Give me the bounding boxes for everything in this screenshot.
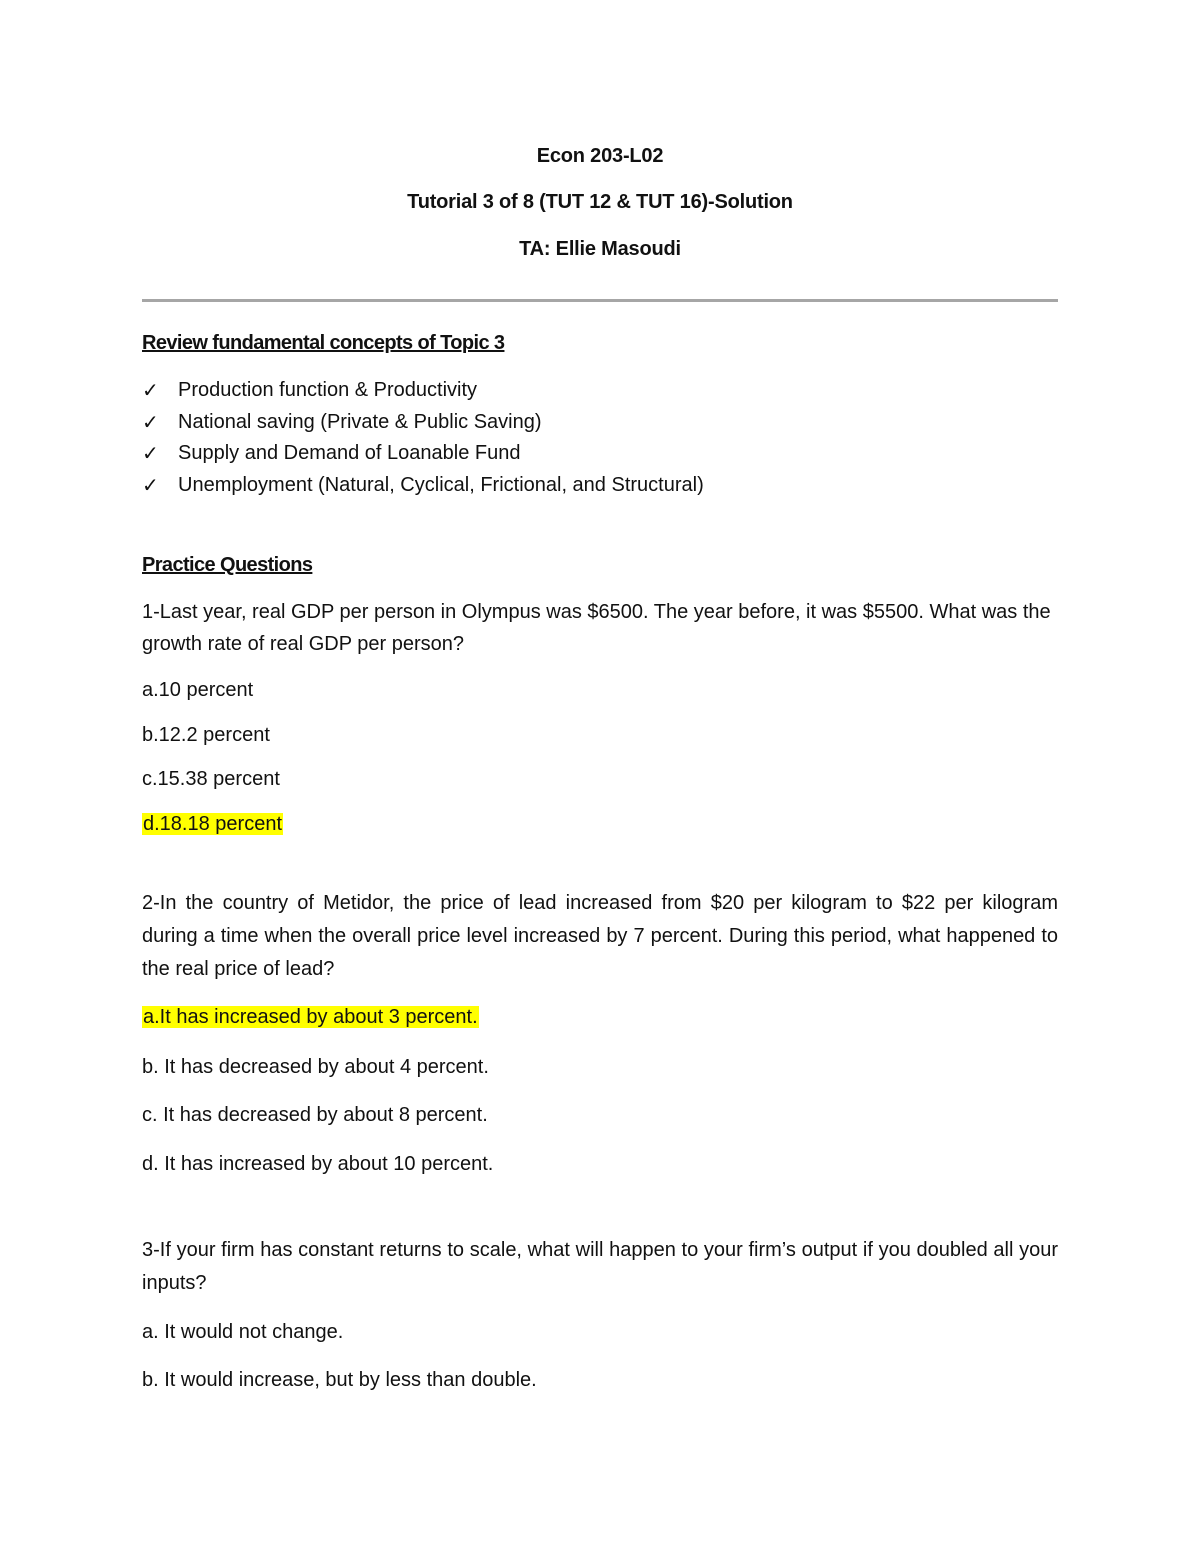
question-2-option-b: b. It has decreased by about 4 percent. [142,1056,489,1078]
checklist-item-text: National saving (Private & Public Saving) [178,410,542,433]
checkmark-icon: ✓ [142,443,159,466]
highlighted-answer: a.It has increased by about 3 percent. [143,1006,478,1028]
checklist-item-text: Unemployment (Natural, Cyclical, Frictional, and Structural) [178,473,704,496]
question-1-option-d-answer [142,810,283,838]
checkmark-icon: ✓ [142,474,159,497]
practice-heading: Practice Questions [142,554,313,576]
question-1-text: 1-Last year, real GDP per person in Olympus was $6500. The year before, it was $5500. What was the growth rate of real GDP per person? [142,601,1051,655]
checklist-item [142,407,704,439]
question-2-text: 2-In the country of Metidor, the price of lead increased from $20 per kilogram to $22 per kilogram during a time when the overall price level increased by 7 percent. During this period, what happened to the real price of lead? [142,892,1058,980]
checklist-item [142,470,704,502]
course-title: Econ 203-L02 [536,145,664,167]
question-3-option-b: b. It would increase, but by less than double. [142,1369,537,1391]
checkmark-icon: ✓ [142,411,159,434]
question-1-option-a: a.10 percent [142,679,254,701]
question-2-option-c: c. It has decreased by about 8 percent. [142,1104,488,1126]
review-checklist [142,375,704,501]
question-3-text: 3-If your firm has constant returns to scale, what will happen to your firm’s output if you doubled all your inputs? [142,1239,1058,1294]
question-2-option-d: d. It has increased by about 10 percent. [142,1153,494,1175]
checklist-item [142,438,704,470]
checkmark-icon: ✓ [142,380,159,403]
checklist-item-text: Supply and Demand of Loanable Fund [178,442,521,465]
ta-name: TA: Ellie Masoudi [519,238,681,260]
review-heading: Review fundamental concepts of Topic 3 [142,332,505,354]
checklist-item-text: Production function & Productivity [178,379,478,402]
horizontal-divider [142,299,1058,302]
question-1-option-b: b.12.2 percent [142,724,270,746]
question-2-option-a-answer [142,1003,479,1031]
checklist-item [142,375,704,407]
question-3-option-a: a. It would not change. [142,1321,344,1343]
tutorial-title: Tutorial 3 of 8 (TUT 12 & TUT 16)-Solution [407,191,793,213]
question-1-option-c: c.15.38 percent [142,768,280,790]
highlighted-answer: d.18.18 percent [143,813,282,835]
